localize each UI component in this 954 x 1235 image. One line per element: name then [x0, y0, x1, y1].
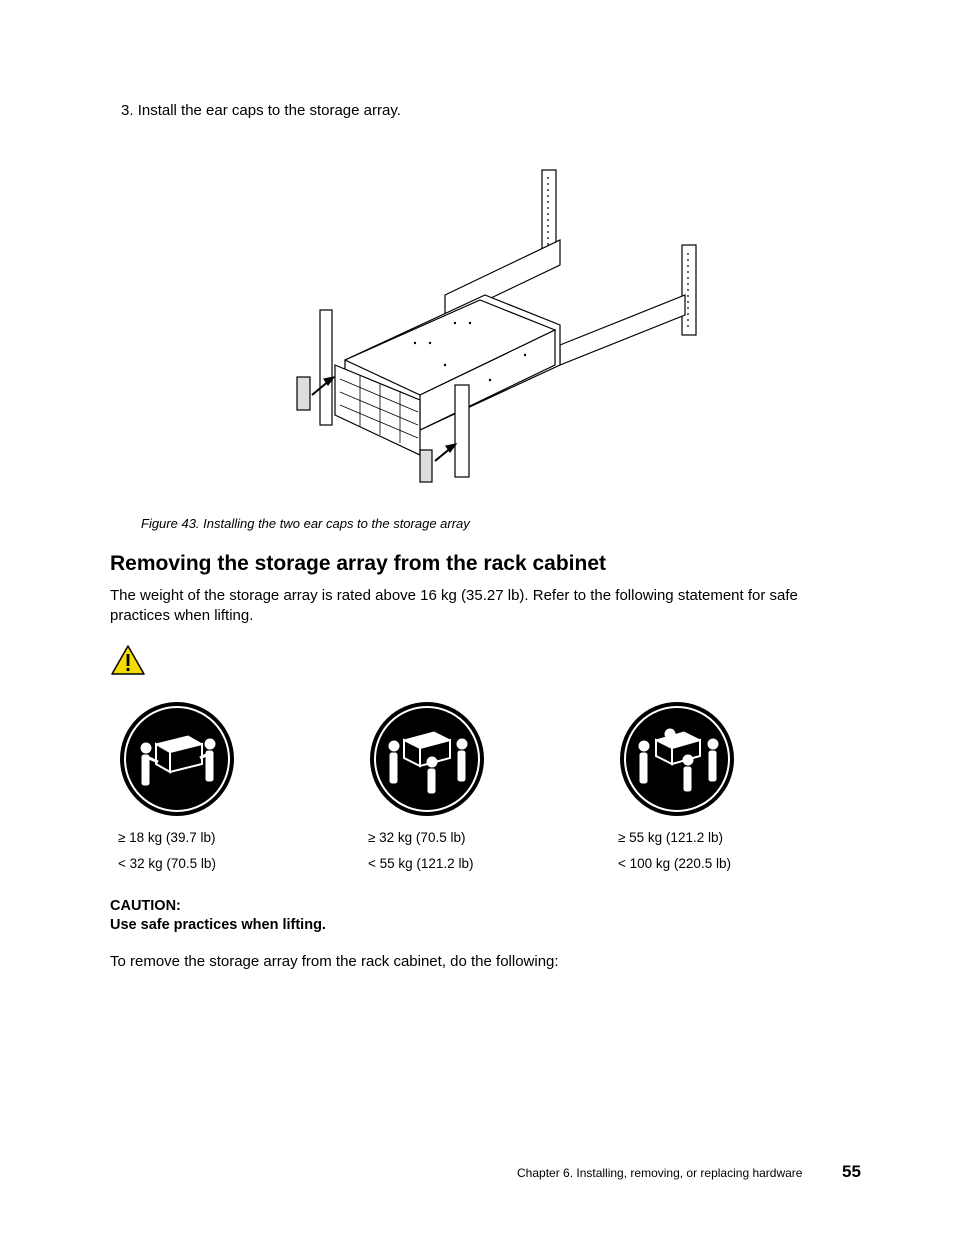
page-number: 55 — [842, 1162, 861, 1181]
step-number: 3. — [121, 102, 134, 119]
lift-2-max-weight: < 32 kg (70.5 lb) — [118, 856, 216, 871]
step-3 — [121, 102, 401, 119]
section-paragraph: The weight of the storage array is rated above 16 kg (35.27 lb). Refer to the following statement for safe practices when lifting. — [110, 587, 798, 624]
footer-chapter: Chapter 6. Installing, removing, or replacing hardware — [517, 1166, 803, 1180]
caution-label: CAUTION: — [110, 898, 181, 914]
three-person-lift-icon — [368, 700, 486, 818]
lift-4-min-weight: ≥ 55 kg (121.2 lb) — [618, 830, 723, 845]
warning-icon — [110, 644, 146, 676]
procedure-intro: To remove the storage array from the rack cabinet, do the following: — [110, 953, 559, 970]
two-person-lift-icon — [118, 700, 236, 818]
lift-2-min-weight: ≥ 18 kg (39.7 lb) — [118, 830, 216, 845]
lift-3-max-weight: < 55 kg (121.2 lb) — [368, 856, 474, 871]
section-heading: Removing the storage array from the rack cabinet — [110, 552, 606, 575]
lift-3-min-weight: ≥ 32 kg (70.5 lb) — [368, 830, 466, 845]
caution-text: Use safe practices when lifting. — [110, 917, 326, 933]
four-person-lift-icon — [618, 700, 736, 818]
step-text: Install the ear caps to the storage array. — [137, 102, 401, 119]
lift-4-max-weight: < 100 kg (220.5 lb) — [618, 856, 731, 871]
figure-caption: Figure 43. Installing the two ear caps to the storage array — [141, 516, 470, 531]
ear-caps-illustration — [290, 165, 710, 495]
caution-statement — [110, 897, 326, 935]
